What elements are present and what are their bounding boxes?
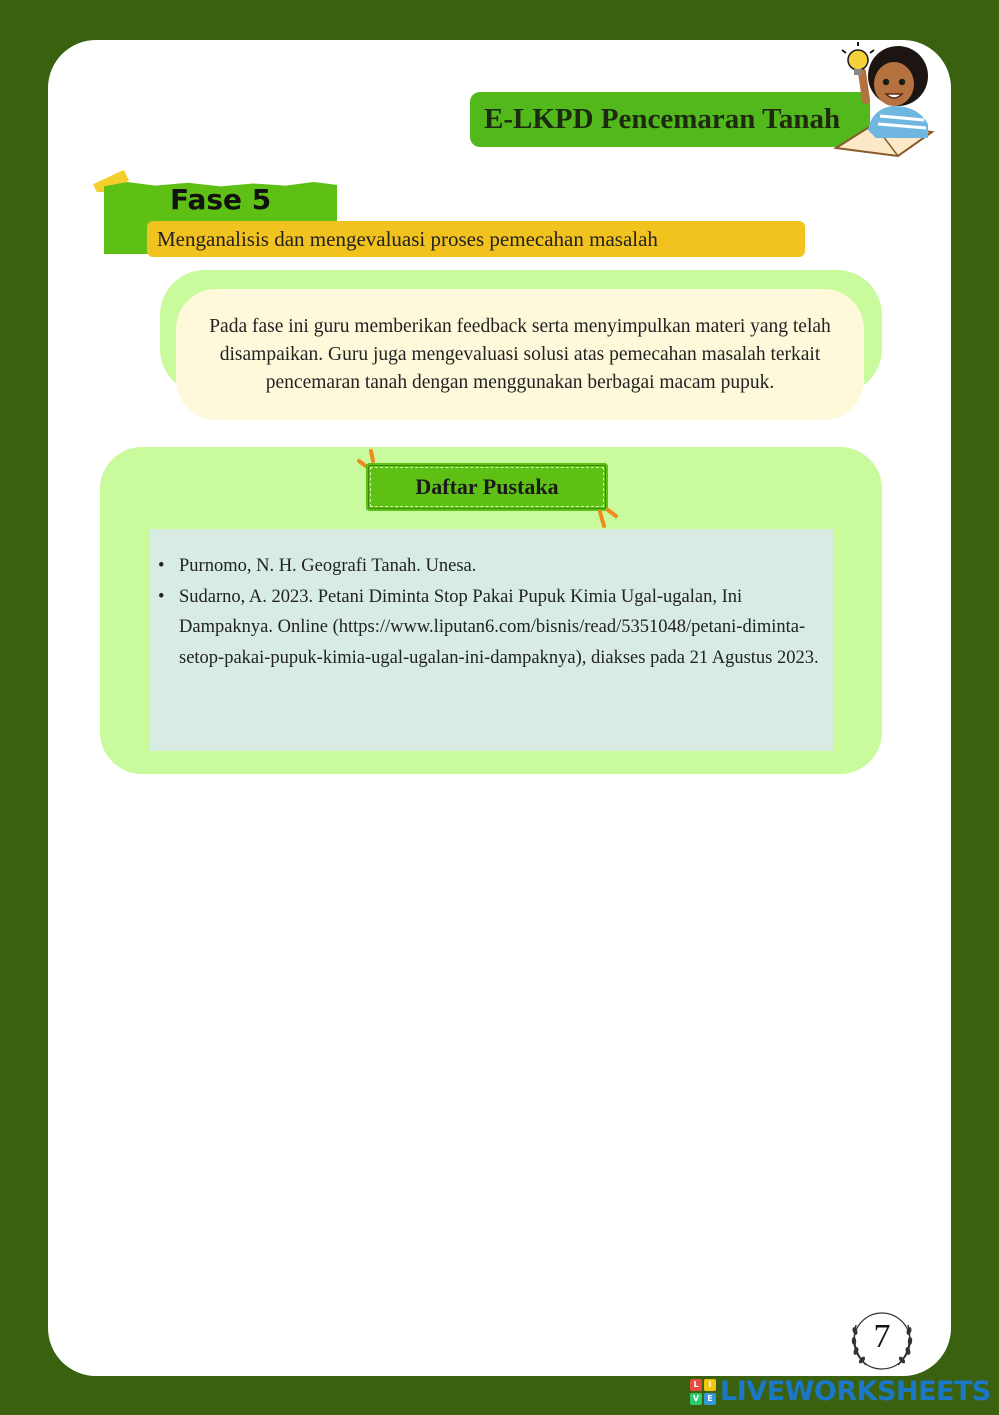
references-list: [158, 551, 819, 673]
phase-label: Fase 5: [170, 183, 272, 216]
references-list-box: [150, 529, 833, 751]
liveworksheets-logo[interactable]: [690, 1377, 991, 1407]
info-text: Pada fase ini guru memberikan feedback serta menyimpulkan materi yang telah disampaikan. Guru juga mengevaluasi solusi atas pemecahan masalah terkait pencemaran tanah dengan menggunakan berbagai macam pupuk.: [209, 315, 831, 393]
student-idea-illustration: [828, 40, 940, 158]
reference-item: • Purnomo, N. H. Geografi Tanah. Unesa.: [179, 551, 819, 582]
page-number: 7: [873, 1318, 891, 1355]
bullet-icon: •: [158, 586, 165, 607]
phase-subtitle: Menganalisis dan mengevaluasi proses pemecahan masalah: [147, 221, 805, 257]
references-title: Daftar Pustaka: [366, 463, 608, 511]
info-box: [176, 289, 864, 420]
sparkle-decoration: [594, 504, 620, 530]
brand-text: LIVEWORKSHEETS: [720, 1376, 991, 1407]
bullet-icon: •: [158, 556, 165, 576]
logo-blocks-icon: L I V E: [690, 1379, 716, 1405]
worksheet-title: E-LKPD Pencemaran Tanah: [470, 92, 870, 147]
reference-item: • Sudarno, A. 2023. Petani Diminta Stop Pakai Pupuk Kimia Ugal-ugalan, Ini Dampaknya. Online (https://www.liputan6.com/bisnis/read/5351048/petani-diminta-setop-pakai-pupuk-kimia-ugal-ugalan-ini-dampaknya), diakses pada 21 Agustus 2023.: [179, 582, 819, 674]
